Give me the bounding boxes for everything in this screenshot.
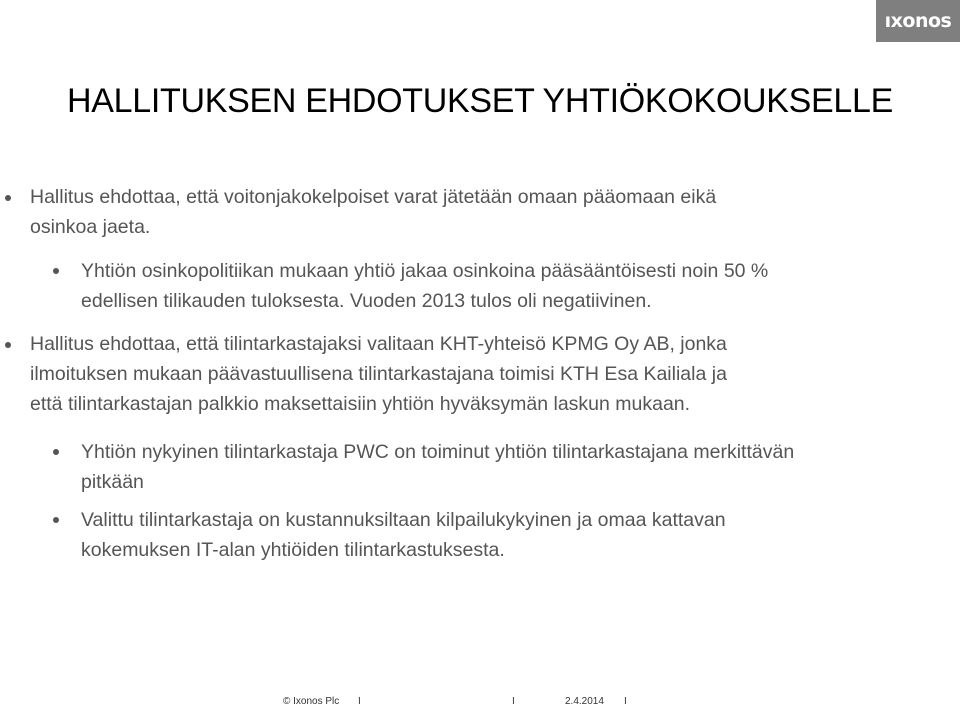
bullet-line: edellisen tilikauden tuloksesta. Vuoden 2013 tulos oli negatiivinen. bbox=[81, 290, 652, 312]
bullet-line: Yhtiön nykyinen tilintarkastaja PWC on toiminut yhtiön tilintarkastajana merkittävän bbox=[81, 441, 795, 463]
footer-separator: I bbox=[512, 696, 515, 707]
slide-title: HALLITUKSEN EHDOTUKSET YHTIÖKOKOUKSELLE bbox=[67, 82, 893, 120]
bullet-line: Valittu tilintarkastaja on kustannuksiltaan kilpailukykyinen ja omaa kattavan bbox=[81, 509, 726, 531]
footer-date: 2.4.2014 bbox=[565, 696, 604, 707]
footer-copyright: © Ixonos Plc bbox=[283, 696, 340, 707]
bullet-text bbox=[30, 329, 727, 419]
bullet-line: Yhtiön osinkopolitiikan mukaan yhtiö jakaa osinkoina pääsääntöisesti noin 50 % bbox=[81, 260, 769, 282]
bullet-text bbox=[81, 437, 794, 497]
bullet-text bbox=[81, 256, 768, 316]
bullet-dot-icon bbox=[5, 342, 11, 348]
bullet-line: Hallitus ehdottaa, että voitonjakokelpoiset varat jätetään omaan pääomaan eikä bbox=[30, 186, 717, 208]
footer-separator: I bbox=[624, 696, 627, 707]
bullet-dot-icon bbox=[53, 268, 59, 274]
bullet-text bbox=[81, 505, 726, 565]
bullet-line: kokemuksen IT-alan yhtiöiden tilintarkastuksesta. bbox=[81, 539, 505, 561]
bullet-line: että tilintarkastajan palkkio maksettaisiin yhtiön hyväksymän laskun mukaan. bbox=[30, 393, 691, 415]
bullet-line: Hallitus ehdottaa, että tilintarkastajaksi valitaan KHT-yhteisö KPMG Oy AB, jonka bbox=[30, 333, 727, 355]
footer-separator: I bbox=[358, 696, 361, 707]
bullet-dot-icon bbox=[53, 517, 59, 523]
bullet-line: ilmoituksen mukaan päävastuullisena tilintarkastajana toimisi KTH Esa Kailiala ja bbox=[30, 363, 727, 385]
bullet-dot-icon bbox=[53, 449, 59, 455]
bullet-dot-icon bbox=[5, 195, 11, 201]
bullet-line: pitkään bbox=[81, 471, 144, 493]
bullet-text bbox=[30, 182, 716, 242]
ixonos-logo: ıxonos bbox=[876, 0, 960, 42]
bullet-line: osinkoa jaeta. bbox=[30, 216, 151, 238]
